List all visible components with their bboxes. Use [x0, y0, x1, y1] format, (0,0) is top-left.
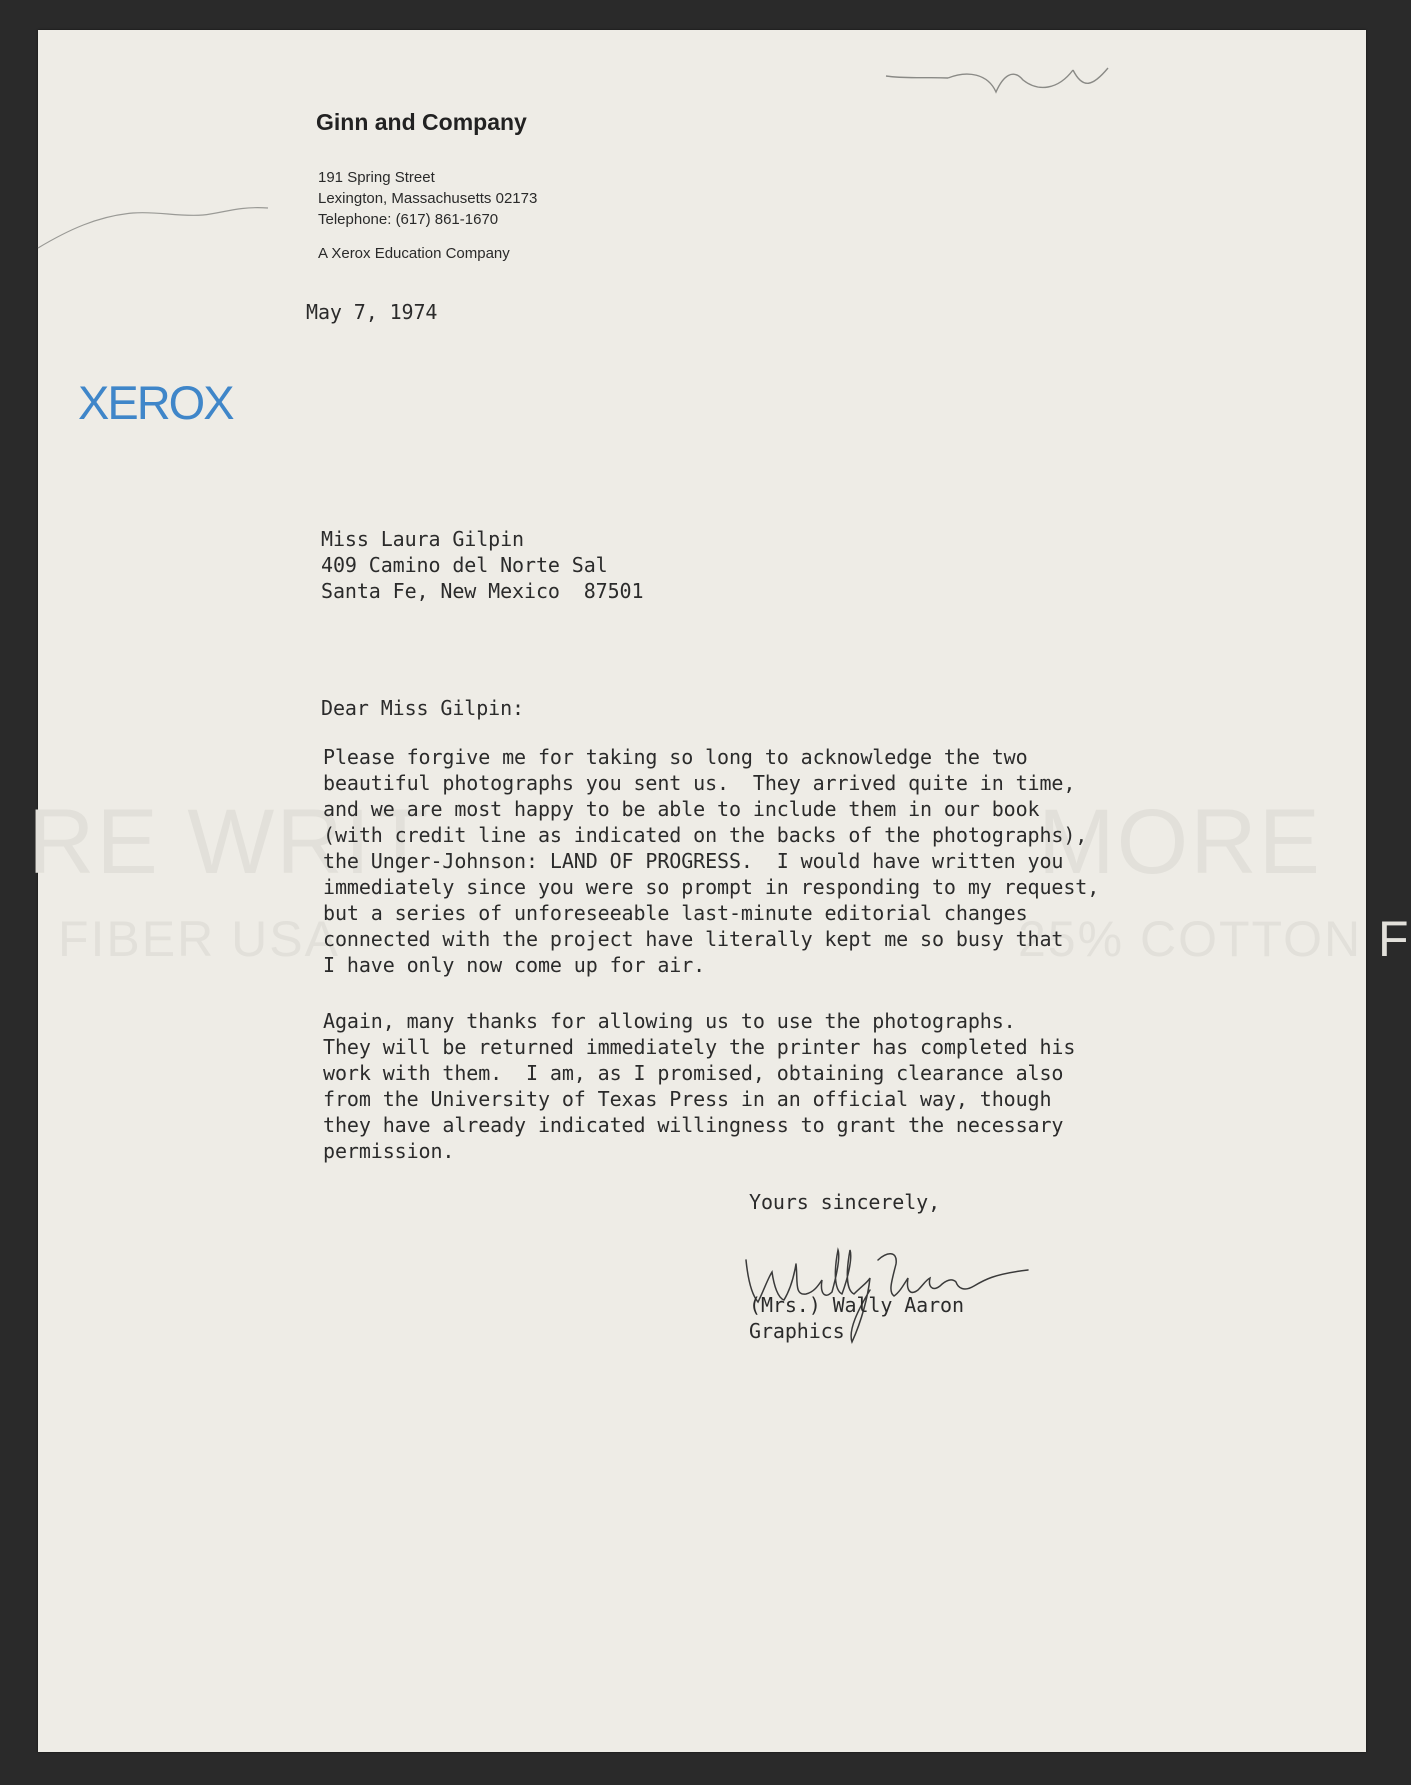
letterhead-street: 191 Spring Street: [318, 169, 435, 186]
company-name: Ginn and Company: [316, 109, 527, 135]
salutation: Dear Miss Gilpin:: [321, 696, 524, 720]
letterhead-city: Lexington, Massachusetts 02173: [318, 190, 538, 207]
watermark-text: RE WRIT: [28, 791, 431, 893]
watermark-text: MORE: [1038, 791, 1322, 893]
recipient-name: Miss Laura Gilpin: [321, 527, 524, 551]
recipient-city: Santa Fe, New Mexico 87501: [321, 579, 644, 603]
letterhead-tagline: A Xerox Education Company: [318, 245, 510, 262]
signer-department: Graphics: [749, 1319, 845, 1343]
letter-date: May 7, 1974: [306, 300, 438, 324]
body-paragraph-2: Again, many thanks for allowing us to use the photographs. They will be returned immediately the printer has completed his work with them. I am, as I promised, obtaining clearance also from the University of Texas Press in an official way, though they have already indicated willingness to grant the necessary permission.: [323, 1009, 1076, 1163]
body-paragraph-1: Please forgive me for taking so long to acknowledge the two beautiful photographs you sent us. They arrived quite in time, and we are most happy to be able to include them in our book (with credit line as indicated on the backs of the photographs), the Unger-Johnson: LAND OF PROGRESS. I would have written you immediately since you were so prompt in responding to my request, but a series of unforeseeable last-minute editorial changes connected with the project have literally kept me so busy that I have only now come up for air.: [323, 745, 1100, 977]
pencil-marks: [38, 30, 1366, 310]
closing: Yours sincerely,: [749, 1190, 941, 1214]
letterhead-telephone: Telephone: (617) 861-1670: [318, 211, 499, 228]
xerox-logo: XEROX: [78, 376, 233, 429]
letter-page: [28, 30, 1411, 1752]
watermark-text: 25% COTTON F: [1018, 911, 1411, 967]
recipient-street: 409 Camino del Norte Sal: [321, 553, 608, 577]
watermark-text: FIBER USA: [58, 911, 340, 967]
signer-name: (Mrs.) Wally Aaron: [749, 1293, 964, 1317]
